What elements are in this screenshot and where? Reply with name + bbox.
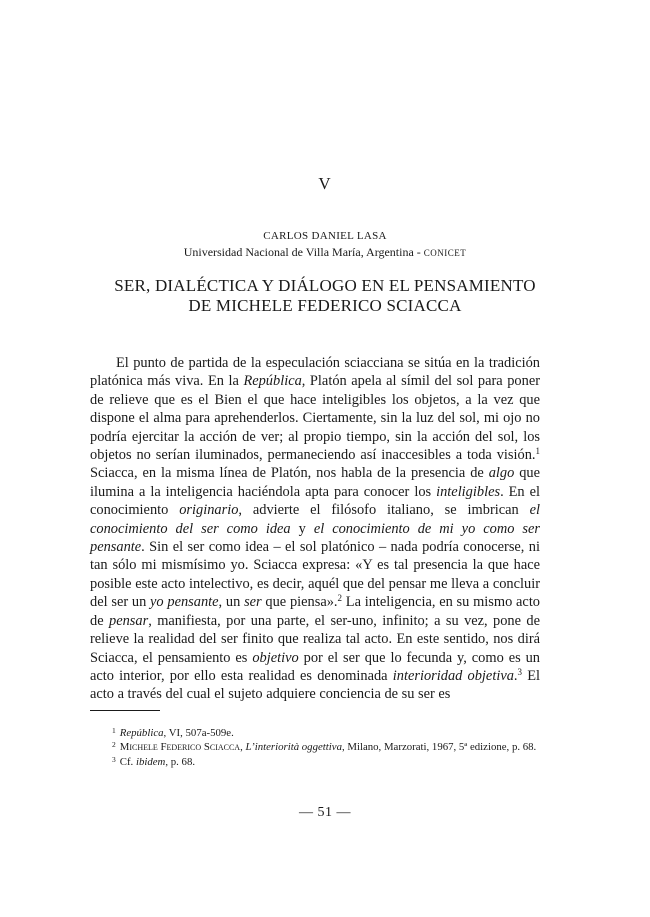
body-italic: inteligibles bbox=[436, 483, 501, 500]
body-text: El acto a través del cual el sujeto adquiere conciencia de su ser es bbox=[90, 667, 541, 703]
body-text: Sciacca, en la misma línea de Platón, nos habla de la presencia de bbox=[90, 465, 489, 482]
footnote-ref-2[interactable]: 2 bbox=[337, 593, 343, 604]
footnote-text: , VI, 507a-509e. bbox=[163, 727, 234, 739]
body-paragraph bbox=[90, 354, 540, 704]
body-text: La inteligencia, en su mismo acto de bbox=[90, 594, 541, 629]
page-number: — 51 — bbox=[299, 805, 351, 820]
footnote-author: Michele Federico Sciacca bbox=[119, 741, 241, 754]
article-title bbox=[80, 276, 570, 316]
footnote-2 bbox=[90, 740, 540, 754]
body-italic: interioridad objetiva bbox=[392, 667, 514, 684]
footnote-italic: ibidem bbox=[135, 755, 166, 768]
body-italic: pensar bbox=[109, 612, 149, 629]
footnote-text: , p. 68. bbox=[165, 755, 196, 768]
footnote-italic: L’interiorità oggettiva bbox=[245, 741, 342, 754]
footnote-text: Cf. bbox=[119, 755, 136, 768]
footnote-number: 3 bbox=[112, 754, 116, 764]
footnote-ref-3[interactable]: 3 bbox=[517, 666, 523, 677]
body-italic: República bbox=[243, 373, 302, 390]
footnote-text: , bbox=[240, 741, 246, 754]
body-italic: originario bbox=[179, 502, 239, 519]
footnotes bbox=[90, 726, 540, 769]
footnote-italic: República bbox=[119, 727, 164, 739]
affiliation-text: Universidad Nacional de Villa María, Argentina - bbox=[183, 245, 424, 259]
author-name: CARLOS DANIEL LASA bbox=[263, 230, 387, 242]
body-text: , manifiesta, por una parte, el ser-uno, infinito; a su vez, pone de relieve la realidad del ser finito que realiza tal acto. En este sentido, nos dirá Sciacca, el pensamiento es bbox=[90, 612, 541, 666]
title-line-1: SER, DIALÉCTICA Y DIÁLOGO EN EL PENSAMIENTO bbox=[114, 276, 536, 295]
footnote-divider bbox=[90, 710, 160, 711]
body-italic: objetivo bbox=[252, 649, 299, 666]
body-italic: ser bbox=[244, 594, 262, 611]
footnote-3 bbox=[90, 755, 540, 769]
body-text: que ilumina a la inteligencia haciéndola apta para conocer los bbox=[90, 465, 540, 500]
footnote-number: 2 bbox=[112, 740, 116, 750]
body-text: El punto de partida de la especulación sciacciana se sitúa en la tradición platónica más viva. En la bbox=[90, 355, 540, 390]
affiliation-acronym: CONICET bbox=[423, 248, 467, 258]
body-text: que piensa». bbox=[261, 594, 338, 611]
chapter-number: V bbox=[318, 174, 332, 193]
body-text: , advierte el filósofo italiano, se imbrican bbox=[238, 502, 530, 519]
body-text: . bbox=[513, 667, 518, 684]
author-affiliation bbox=[0, 245, 650, 260]
body-text: , un bbox=[218, 594, 245, 611]
title-line-2: DE MICHELE FEDERICO SCIACCA bbox=[188, 296, 462, 315]
footnote-text: , Milano, Marzorati, 1967, 5ª edizione, p. 68. bbox=[341, 741, 537, 754]
body-text: . En el conocimiento bbox=[90, 483, 540, 519]
body-italic: algo bbox=[488, 465, 515, 482]
body-italic: el conocimiento de mi yo como ser pensante bbox=[90, 520, 541, 556]
footnote-ref-1[interactable]: 1 bbox=[535, 446, 540, 457]
footnote-1 bbox=[90, 726, 540, 740]
body-text: por el ser que lo fecunda y, como es un acto interior, por ello esta realidad es denominada bbox=[90, 649, 540, 684]
body-text: , Platón apela al símil del sol para poner de relieve que es el Bien el que hace inteligibles los objetos, a la vez que dispone el alma para aprehenderlos. Ciertamente, sin la luz del sol, mi ojo no podría ejercitar la acción de ver; al propio tiempo, sin la acción del sol, los objetos no serían iluminados, permaneciendo así inaccesibles a toda visión. bbox=[90, 373, 540, 464]
footnote-number: 1 bbox=[112, 726, 116, 735]
body-italic: el conocimiento del ser como idea bbox=[90, 502, 540, 537]
body-text: y bbox=[290, 520, 314, 537]
body-italic: yo pensante bbox=[150, 594, 219, 611]
body-text: . Sin el ser como idea – el sol platónico – nada podría conocerse, ni tan sólo mi mismísimo yo. Sciacca expresa: «Y es tal presencia la que hace posible este acto intelectivo, es decir, aquél que del pensar me lleva a concluir del ser un bbox=[90, 539, 540, 611]
